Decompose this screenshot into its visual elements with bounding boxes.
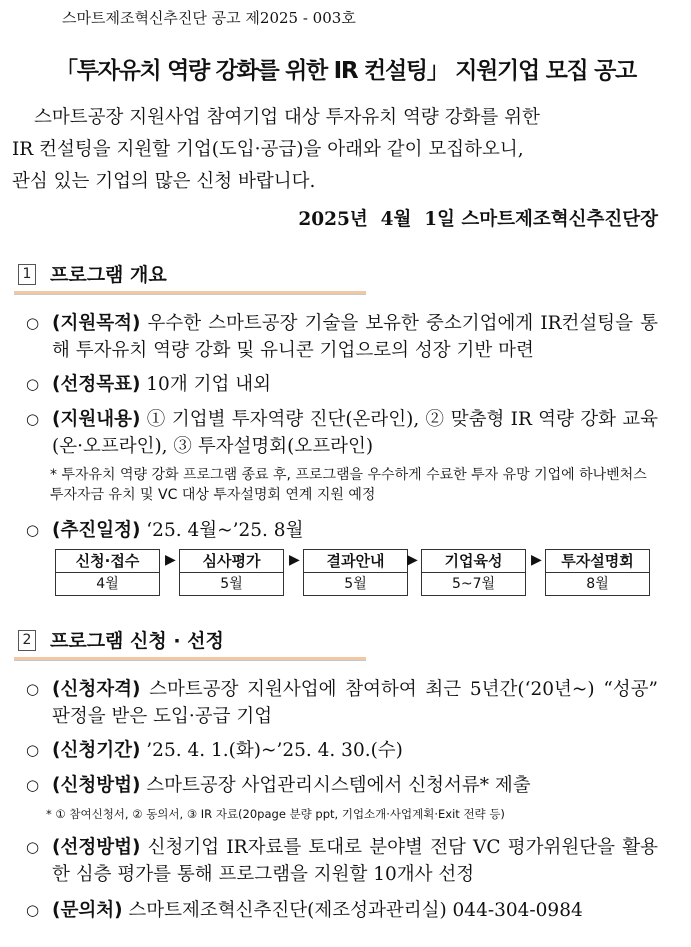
item-label: (문의처) (52, 900, 123, 921)
intro-line-1: 스마트공장 지원사업 참여기업 대상 투자유치 역량 강화를 위한 (34, 107, 540, 128)
intro-line-2: IR 컨설팅을 지원할 기업(도입·공급)을 아래와 같이 모집하오니, (12, 139, 524, 160)
item-label: (신청방법) (52, 775, 141, 796)
stage-month: 5월 (303, 573, 408, 596)
stage-name: 신청·접수 (55, 549, 160, 573)
item-period (26, 737, 658, 764)
item-method (26, 772, 658, 799)
notice-number: 스마트제조혁신추진단 공고 제2025 - 003호 (62, 9, 356, 27)
item-label: (지원내용) (52, 409, 141, 430)
bullet-icon: ○ (26, 741, 40, 759)
stage-month: 5월 (179, 573, 284, 596)
item-text: 신청기업 IR자료를 토대로 분야별 전담 VC 평가위원단을 활용한 심층 평가를 통해 프로그램을 지원할 10개사 선정 (52, 837, 658, 885)
arrow-right-icon: ▶ (289, 552, 300, 568)
item-label: (선정방법) (52, 837, 141, 858)
item-text: 10개 기업 내외 (140, 374, 271, 395)
bullet-icon: ○ (26, 680, 40, 698)
item-label: (추진일정) (52, 520, 141, 541)
stage-month: 4월 (55, 573, 160, 596)
stage-1 (55, 549, 160, 598)
item-label: (지원목적) (52, 313, 141, 334)
bullet-icon: ○ (26, 375, 40, 393)
item-text: ‘25. 4월~’25. 8월 (140, 520, 304, 541)
section-1-header (14, 260, 366, 290)
section-2-header (14, 626, 366, 656)
item-text: 스마트공장 지원사업에 참여하여 최근 5년간(‘20년~) “성공” 판정을 받은 도입·공급 기업 (52, 679, 658, 727)
stage-name: 기업육성 (421, 549, 526, 573)
arrow-right-icon: ▶ (531, 552, 542, 568)
item-text: ’25. 4. 1.(화)~’25. 4. 30.(수) (140, 740, 403, 761)
stage-name: 심사평가 (179, 549, 284, 573)
page-title: 「투자유치 역량 강화를 위한 IR 컨설팅」 지원기업 모집 공고 (55, 58, 636, 84)
section-2-title: 프로그램 신청 · 선정 (50, 630, 224, 652)
item-schedule (26, 517, 658, 544)
bullet-icon: ○ (26, 521, 40, 539)
item-label: (신청자격) (52, 679, 141, 700)
bullet-icon: ○ (26, 314, 40, 332)
intro-paragraph (12, 102, 668, 198)
stage-4 (421, 549, 526, 598)
section-1-number: 1 (18, 264, 36, 285)
section-1-title: 프로그램 개요 (50, 264, 167, 286)
item-eligibility (26, 676, 658, 730)
bullet-icon: ○ (26, 776, 40, 794)
item-text: 스마트제조혁신추진단(제조성과관리실) 044-304-0984 (122, 900, 583, 921)
item-contact (26, 897, 658, 924)
stage-month: 8월 (545, 573, 650, 596)
stage-2 (179, 549, 284, 598)
stage-5 (545, 549, 650, 598)
section-underline-shadow (14, 294, 366, 295)
item-content (26, 406, 658, 460)
bullet-icon: ○ (26, 901, 40, 919)
item-text: 우수한 스마트공장 기술을 보유한 중소기업에게 IR컨설팅을 통해 투자유치 역량 강화 및 유니콘 기업으로의 성장 기반 마련 (52, 313, 658, 361)
section-underline-shadow (14, 660, 366, 661)
item-target (26, 371, 658, 398)
stage-name: 투자설명회 (545, 549, 650, 573)
item-selection (26, 834, 658, 888)
signer-line: 2025년 4월 1일 스마트제조혁신추진단장 (298, 209, 658, 230)
section-2-number: 2 (18, 630, 36, 651)
stage-3 (303, 549, 408, 598)
stage-month: 5~7월 (421, 573, 526, 596)
method-note: * ① 참여신청서, ② 동의서, ③ IR 자료(20page 분량 ppt, 기업소개·사업계획·Exit 전략 등) (46, 807, 505, 821)
intro-line-3: 관심 있는 기업의 많은 신청 바랍니다. (12, 171, 316, 192)
arrow-right-icon: ▶ (407, 552, 418, 568)
item-purpose (26, 310, 658, 364)
schedule-flow (55, 549, 655, 599)
item-text: 스마트공장 사업관리시스템에서 신청서류* 제출 (140, 775, 531, 796)
arrow-right-icon: ▶ (165, 552, 176, 568)
item-label: (신청기간) (52, 740, 141, 761)
bullet-icon: ○ (26, 838, 40, 856)
item-text: ① 기업별 투자역량 진단(온라인), ② 맞춤형 IR 역량 강화 교육(온·오프라인), ③ 투자설명회(오프라인) (52, 409, 658, 457)
bullet-icon: ○ (26, 410, 40, 428)
stage-name: 결과안내 (303, 549, 408, 573)
content-note: * 투자유치 역량 강화 프로그램 종료 후, 프로그램을 우수하게 수료한 투자 유망 기업에 하나벤처스 투자자금 유치 및 VC 대상 투자설명회 연계 지원 예정 (50, 467, 647, 503)
item-label: (선정목표) (52, 374, 141, 395)
